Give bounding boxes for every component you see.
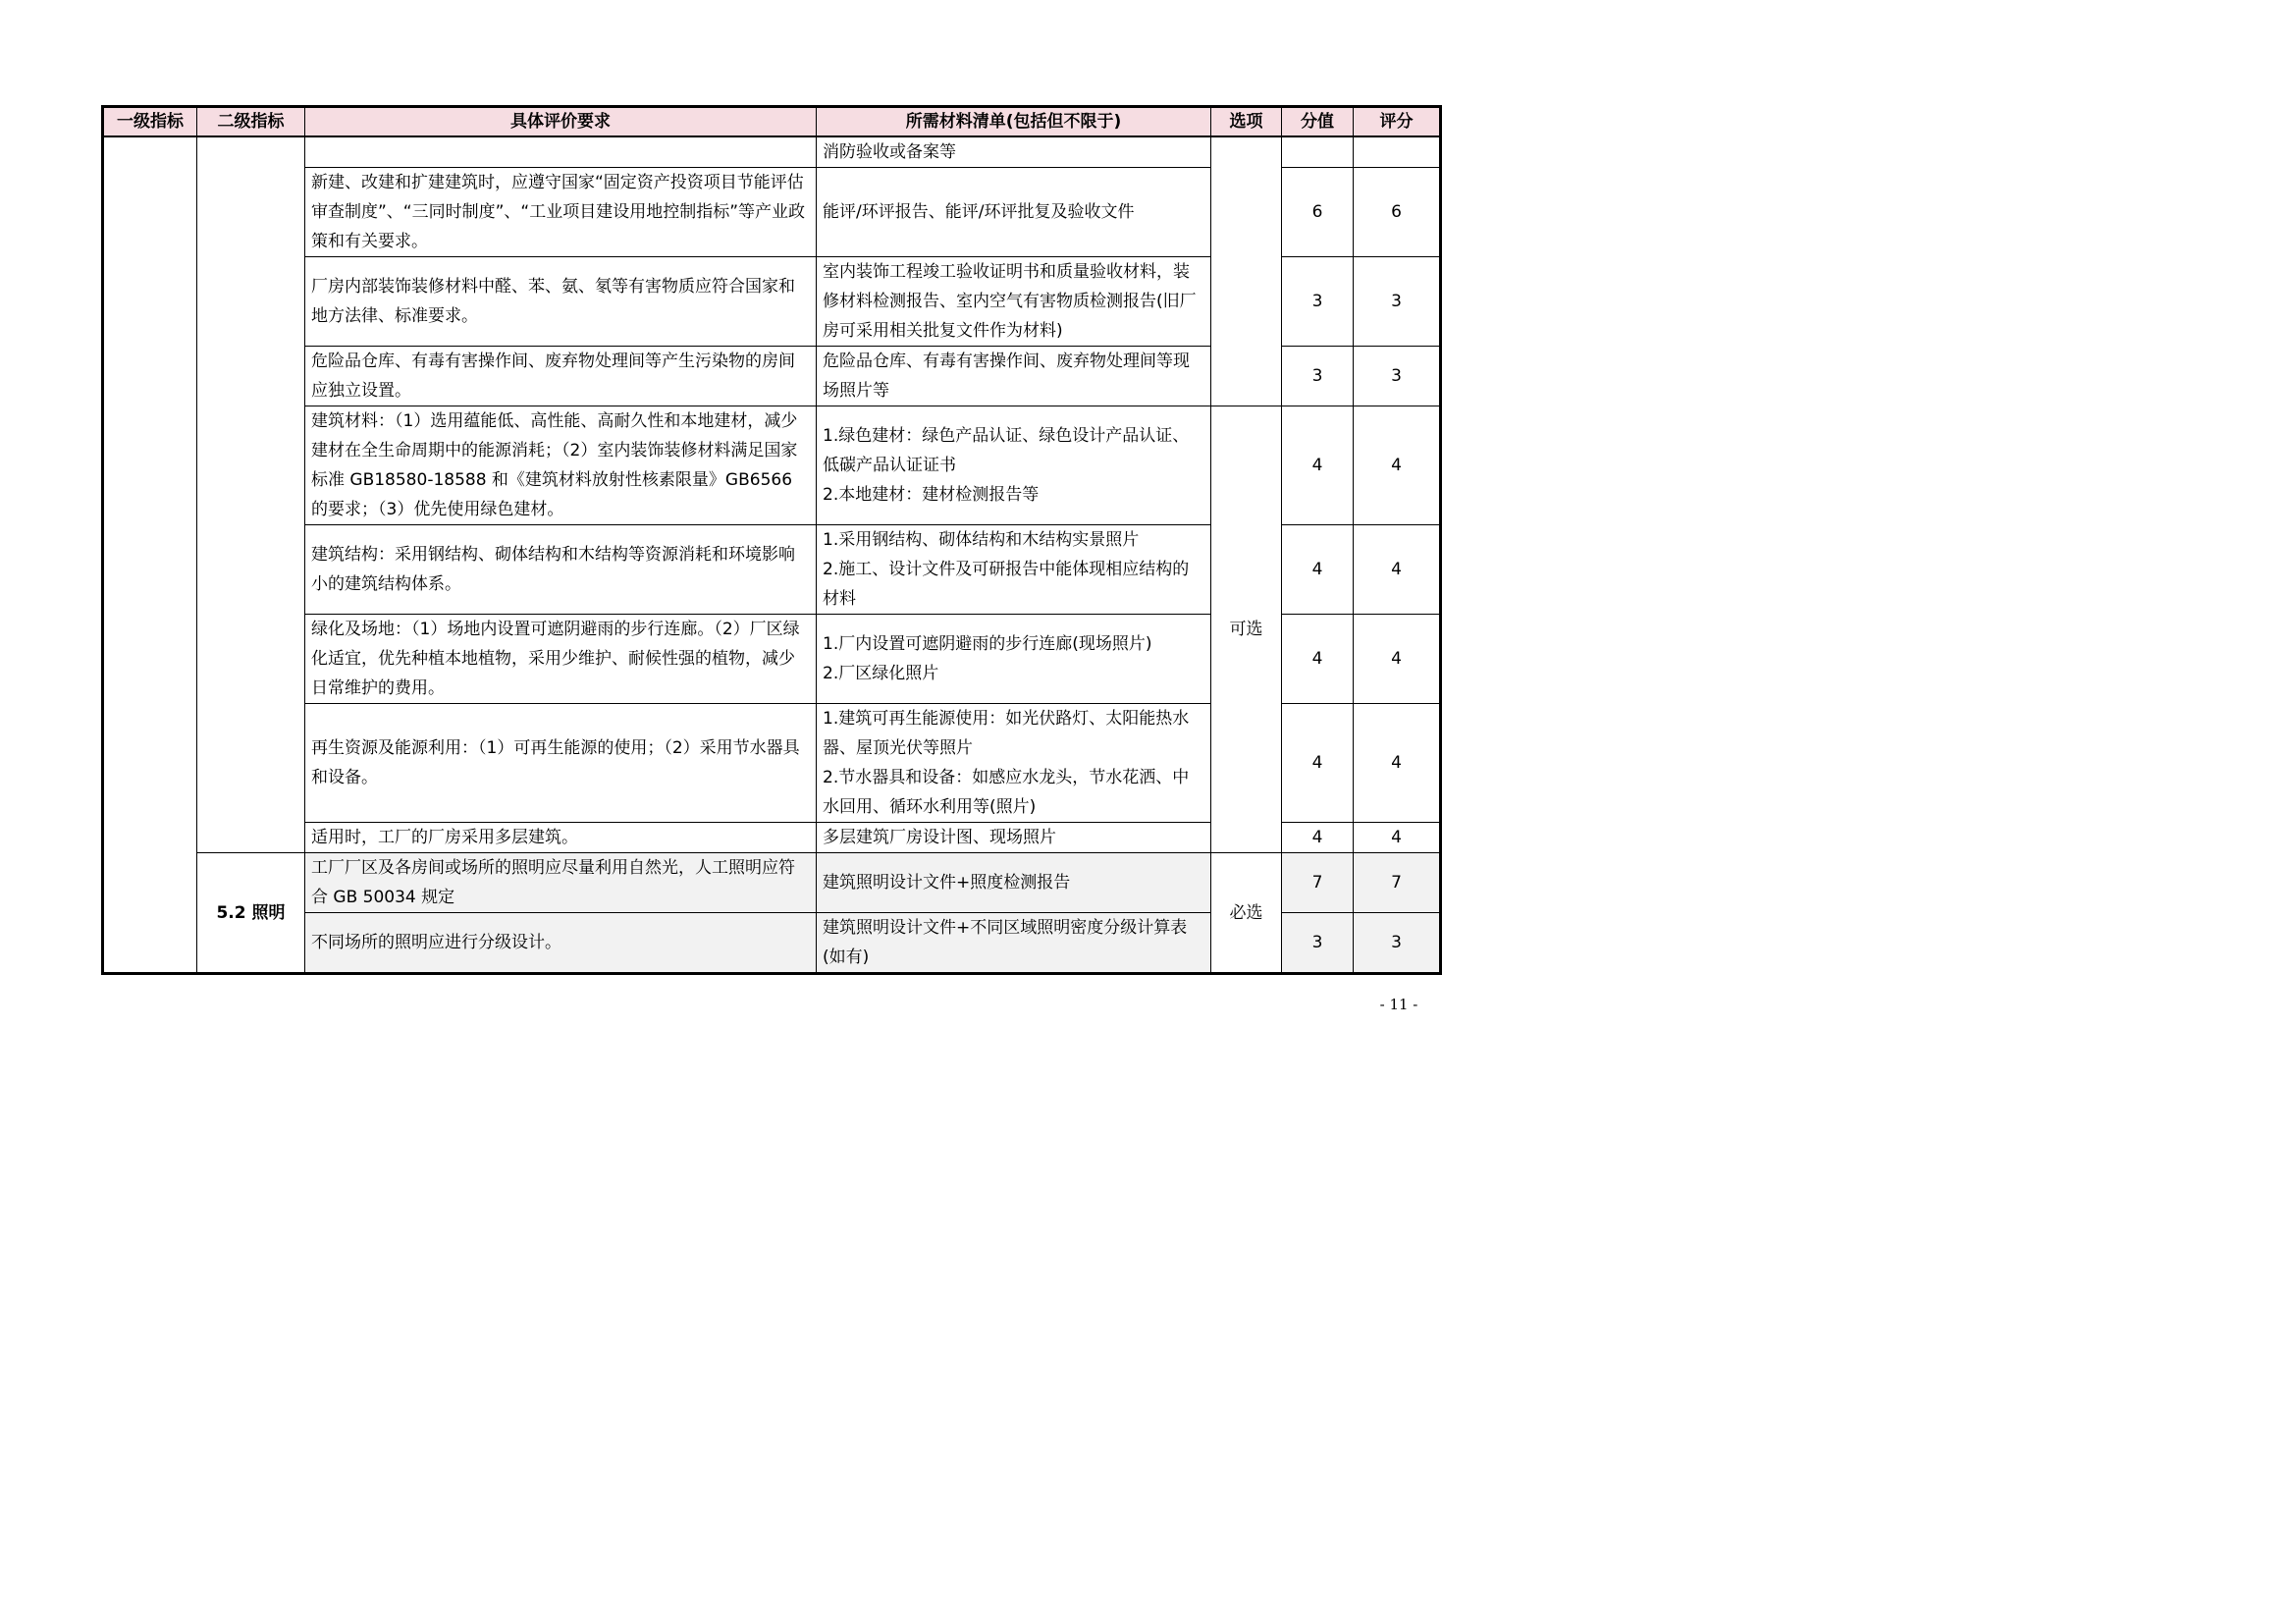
value-cell: 4: [1282, 704, 1354, 823]
value-cell: 7: [1282, 853, 1354, 913]
materials-cell: 消防验收或备案等: [817, 136, 1211, 168]
requirement-cell: 工厂厂区及各房间或场所的照明应尽量利用自然光，人工照明应符合 GB 50034 规定: [305, 853, 817, 913]
score-cell: 4: [1354, 525, 1441, 615]
value-cell: 3: [1282, 347, 1354, 406]
score-cell: 6: [1354, 168, 1441, 257]
materials-cell: 建筑照明设计文件+照度检测报告: [817, 853, 1211, 913]
materials-line: 1.绿色建材：绿色产品认证、绿色设计产品认证、低碳产品认证证书: [823, 426, 1190, 475]
score-cell: 7: [1354, 853, 1441, 913]
header-requirement: 具体评价要求: [305, 107, 817, 137]
value-cell: 3: [1282, 913, 1354, 974]
level2-lighting: 5.2 照明: [197, 853, 305, 974]
materials-cell: 室内装饰工程竣工验收证明书和质量验收材料，装修材料检测报告、室内空气有害物质检测报告(旧厂房可采用相关批复文件作为材料): [817, 257, 1211, 347]
header-level2: 二级指标: [197, 107, 305, 137]
score-cell: [1354, 136, 1441, 168]
option-optional: 可选: [1211, 406, 1282, 853]
table-row: [103, 136, 1441, 168]
requirement-cell: 新建、改建和扩建建筑时，应遵守国家“固定资产投资项目节能评估审查制度”、“三同时制度”、“工业项目建设用地控制指标”等产业政策和有关要求。: [305, 168, 817, 257]
score-cell: 4: [1354, 704, 1441, 823]
level1-cell: [103, 136, 197, 974]
materials-line: 1.建筑可再生能源使用：如光伏路灯、太阳能热水器、屋顶光伏等照片: [823, 709, 1190, 758]
requirement-cell: 绿化及场地：（1）场地内设置可遮阴避雨的步行连廊。（2）厂区绿化适宜，优先种植本地植物，采用少维护、耐候性强的植物，减少日常维护的费用。: [305, 615, 817, 704]
materials-line: 1.厂内设置可遮阴避雨的步行连廊(现场照片): [823, 634, 1152, 654]
materials-line: 2.厂区绿化照片: [823, 664, 939, 683]
materials-cell: [817, 615, 1211, 704]
requirement-cell: [305, 136, 817, 168]
requirement-cell: 危险品仓库、有毒有害操作间、废弃物处理间等产生污染物的房间应独立设置。: [305, 347, 817, 406]
score-cell: 3: [1354, 257, 1441, 347]
materials-cell: 建筑照明设计文件+不同区域照明密度分级计算表(如有): [817, 913, 1211, 974]
materials-cell: [817, 704, 1211, 823]
value-cell: 3: [1282, 257, 1354, 347]
materials-cell: [817, 406, 1211, 525]
score-cell: 3: [1354, 347, 1441, 406]
materials-cell: 危险品仓库、有毒有害操作间、废弃物处理间等现场照片等: [817, 347, 1211, 406]
header-row: [103, 107, 1441, 137]
score-cell: 4: [1354, 823, 1441, 853]
requirement-cell: 建筑材料：（1）选用蕴能低、高性能、高耐久性和本地建材，减少建材在全生命周期中的能源消耗；（2）室内装饰装修材料满足国家标准 GB18580-18588 和《建筑材料放射性核素限量》GB6566 的要求；（3）优先使用绿色建材。: [305, 406, 817, 525]
header-level1: 一级指标: [103, 107, 197, 137]
materials-line: 1.采用钢结构、砌体结构和木结构实景照片: [823, 530, 1140, 550]
value-cell: [1282, 136, 1354, 168]
header-score-value: 分值: [1282, 107, 1354, 137]
requirement-cell: 厂房内部装饰装修材料中醛、苯、氨、氡等有害物质应符合国家和地方法律、标准要求。: [305, 257, 817, 347]
requirement-cell: 建筑结构：采用钢结构、砌体结构和木结构等资源消耗和环境影响小的建筑结构体系。: [305, 525, 817, 615]
score-cell: 4: [1354, 406, 1441, 525]
table-row: [103, 853, 1441, 913]
materials-line: 2.本地建材：建材检测报告等: [823, 485, 1040, 505]
value-cell: 4: [1282, 823, 1354, 853]
requirement-cell: 不同场所的照明应进行分级设计。: [305, 913, 817, 974]
value-cell: 6: [1282, 168, 1354, 257]
evaluation-table: [101, 105, 1442, 975]
requirement-cell: 适用时，工厂的厂房采用多层建筑。: [305, 823, 817, 853]
materials-line: 2.节水器具和设备：如感应水龙头，节水花洒、中水回用、循环水利用等(照片): [823, 768, 1190, 817]
materials-cell: 多层建筑厂房设计图、现场照片: [817, 823, 1211, 853]
value-cell: 4: [1282, 525, 1354, 615]
score-cell: 3: [1354, 913, 1441, 974]
header-score: 评分: [1354, 107, 1441, 137]
materials-line: 2.施工、设计文件及可研报告中能体现相应结构的材料: [823, 560, 1190, 609]
option-cell-continued: [1211, 136, 1282, 406]
header-option: 选项: [1211, 107, 1282, 137]
option-required: 必选: [1211, 853, 1282, 974]
level2-cell: [197, 136, 305, 853]
page-number: - 11 -: [1379, 996, 1418, 1013]
materials-cell: [817, 525, 1211, 615]
header-materials: 所需材料清单(包括但不限于): [817, 107, 1211, 137]
value-cell: 4: [1282, 406, 1354, 525]
requirement-cell: 再生资源及能源利用：（1）可再生能源的使用；（2）采用节水器具和设备。: [305, 704, 817, 823]
score-cell: 4: [1354, 615, 1441, 704]
value-cell: 4: [1282, 615, 1354, 704]
materials-cell: 能评/环评报告、能评/环评批复及验收文件: [817, 168, 1211, 257]
